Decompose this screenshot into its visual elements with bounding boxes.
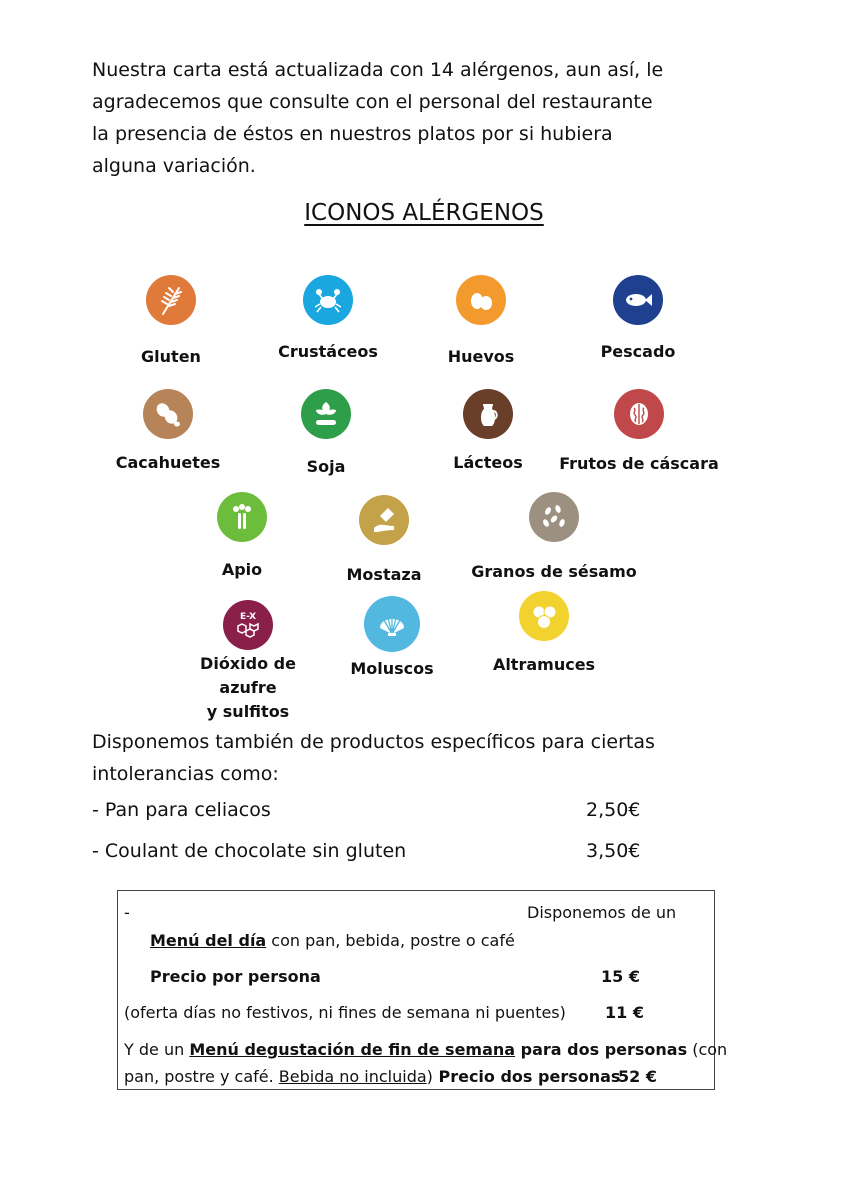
allergen-label: Huevos — [447, 347, 515, 366]
product-name: - Pan para celiacos — [92, 799, 271, 821]
sesame-icon — [529, 492, 579, 542]
oferta-text: (oferta días no festivos, ni fines de semana ni puentes) — [124, 1003, 566, 1022]
precio-value: 15 € — [601, 967, 640, 986]
menu-dash: - — [124, 903, 130, 922]
product-price: 3,50€ — [586, 840, 641, 862]
allergen-pescado — [553, 275, 723, 361]
wheat-icon — [146, 275, 196, 325]
allergen-label: Moluscos — [350, 659, 434, 678]
deg-precio-value: 52 € — [618, 1067, 657, 1086]
deg-line2: pan, postre y café. — [124, 1067, 279, 1086]
allergen-label: Frutos de cáscara — [559, 454, 719, 473]
allergen-soja — [241, 389, 411, 476]
sulphite-icon — [223, 600, 273, 650]
eggs-icon — [456, 275, 506, 325]
precio-label: Precio por persona — [150, 967, 321, 986]
lupin-icon — [519, 591, 569, 641]
shell-icon — [364, 596, 420, 652]
allergen-lacteos — [403, 389, 573, 472]
deg-para: para dos personas — [515, 1040, 688, 1059]
allergen-label: Soja — [306, 457, 346, 476]
allergen-moluscos — [307, 596, 477, 678]
deg-bebida: Bebida no incluida — [278, 1067, 427, 1086]
allergen-crustaceos — [243, 275, 413, 361]
degustacion-line-2 — [124, 1067, 620, 1086]
page-title: ICONOS ALÉRGENOS — [304, 200, 544, 226]
deg-prefix: Y de un — [124, 1040, 190, 1059]
allergen-mostaza — [299, 495, 469, 584]
fish-icon — [613, 275, 663, 325]
allergen-sesamo — [469, 492, 639, 581]
mustard-icon — [359, 495, 409, 545]
celery-icon — [217, 492, 267, 542]
menu-del-dia-desc: con pan, bebida, postre o café — [266, 931, 515, 950]
allergen-label: Granos de sésamo — [471, 562, 637, 581]
degustacion-line-1 — [124, 1040, 727, 1059]
intro-text: Nuestra carta está actualizada con 14 alérgenos, aun así, le agradecemos que consulte con el personal del restaurante la presencia de éstos en nuestros platos por si hubiera alguna variación. — [92, 59, 664, 177]
deg-con: (con — [687, 1040, 728, 1059]
deg-precio-label: Precio dos personas — [432, 1067, 621, 1086]
sulphite-badge-text: E-X — [239, 612, 257, 622]
oferta-value: 11 € — [605, 1003, 644, 1022]
peanut-icon — [143, 389, 193, 439]
menu-box — [117, 890, 728, 1090]
menu-del-dia-name: Menú del día — [150, 931, 267, 950]
crab-icon — [303, 275, 353, 325]
allergen-label: Crustáceos — [278, 342, 378, 361]
allergen-cacahuetes — [83, 389, 253, 472]
soy-icon — [301, 389, 351, 439]
allergen-altramuces — [459, 591, 629, 674]
allergen-huevos — [396, 275, 566, 366]
allergen-label: Dióxido de azufre y sulfitos — [200, 654, 296, 721]
deg-paren: ) — [426, 1067, 433, 1086]
allergen-label: Cacahuetes — [115, 453, 221, 472]
allergen-label: Altramuces — [492, 655, 596, 674]
milk-jug-icon — [463, 389, 513, 439]
allergen-label: Mostaza — [346, 565, 422, 584]
allergen-label: Pescado — [600, 342, 676, 361]
tolerance-intro: Disponemos también de productos específicos para ciertas intolerancias como: — [92, 731, 655, 785]
product-name: - Coulant de chocolate sin gluten — [92, 840, 407, 862]
allergen-label: Lácteos — [453, 453, 523, 472]
allergen-label: Gluten — [141, 347, 201, 366]
menu-del-dia-line — [150, 931, 515, 950]
menu-intro: Disponemos de un — [527, 903, 677, 922]
walnut-icon — [614, 389, 664, 439]
deg-name: Menú degustación de fin de semana — [189, 1040, 516, 1059]
allergen-frutos-cascara — [554, 389, 724, 473]
allergen-label: Apio — [221, 560, 263, 579]
product-price: 2,50€ — [586, 799, 641, 821]
allergen-gluten — [86, 275, 256, 366]
